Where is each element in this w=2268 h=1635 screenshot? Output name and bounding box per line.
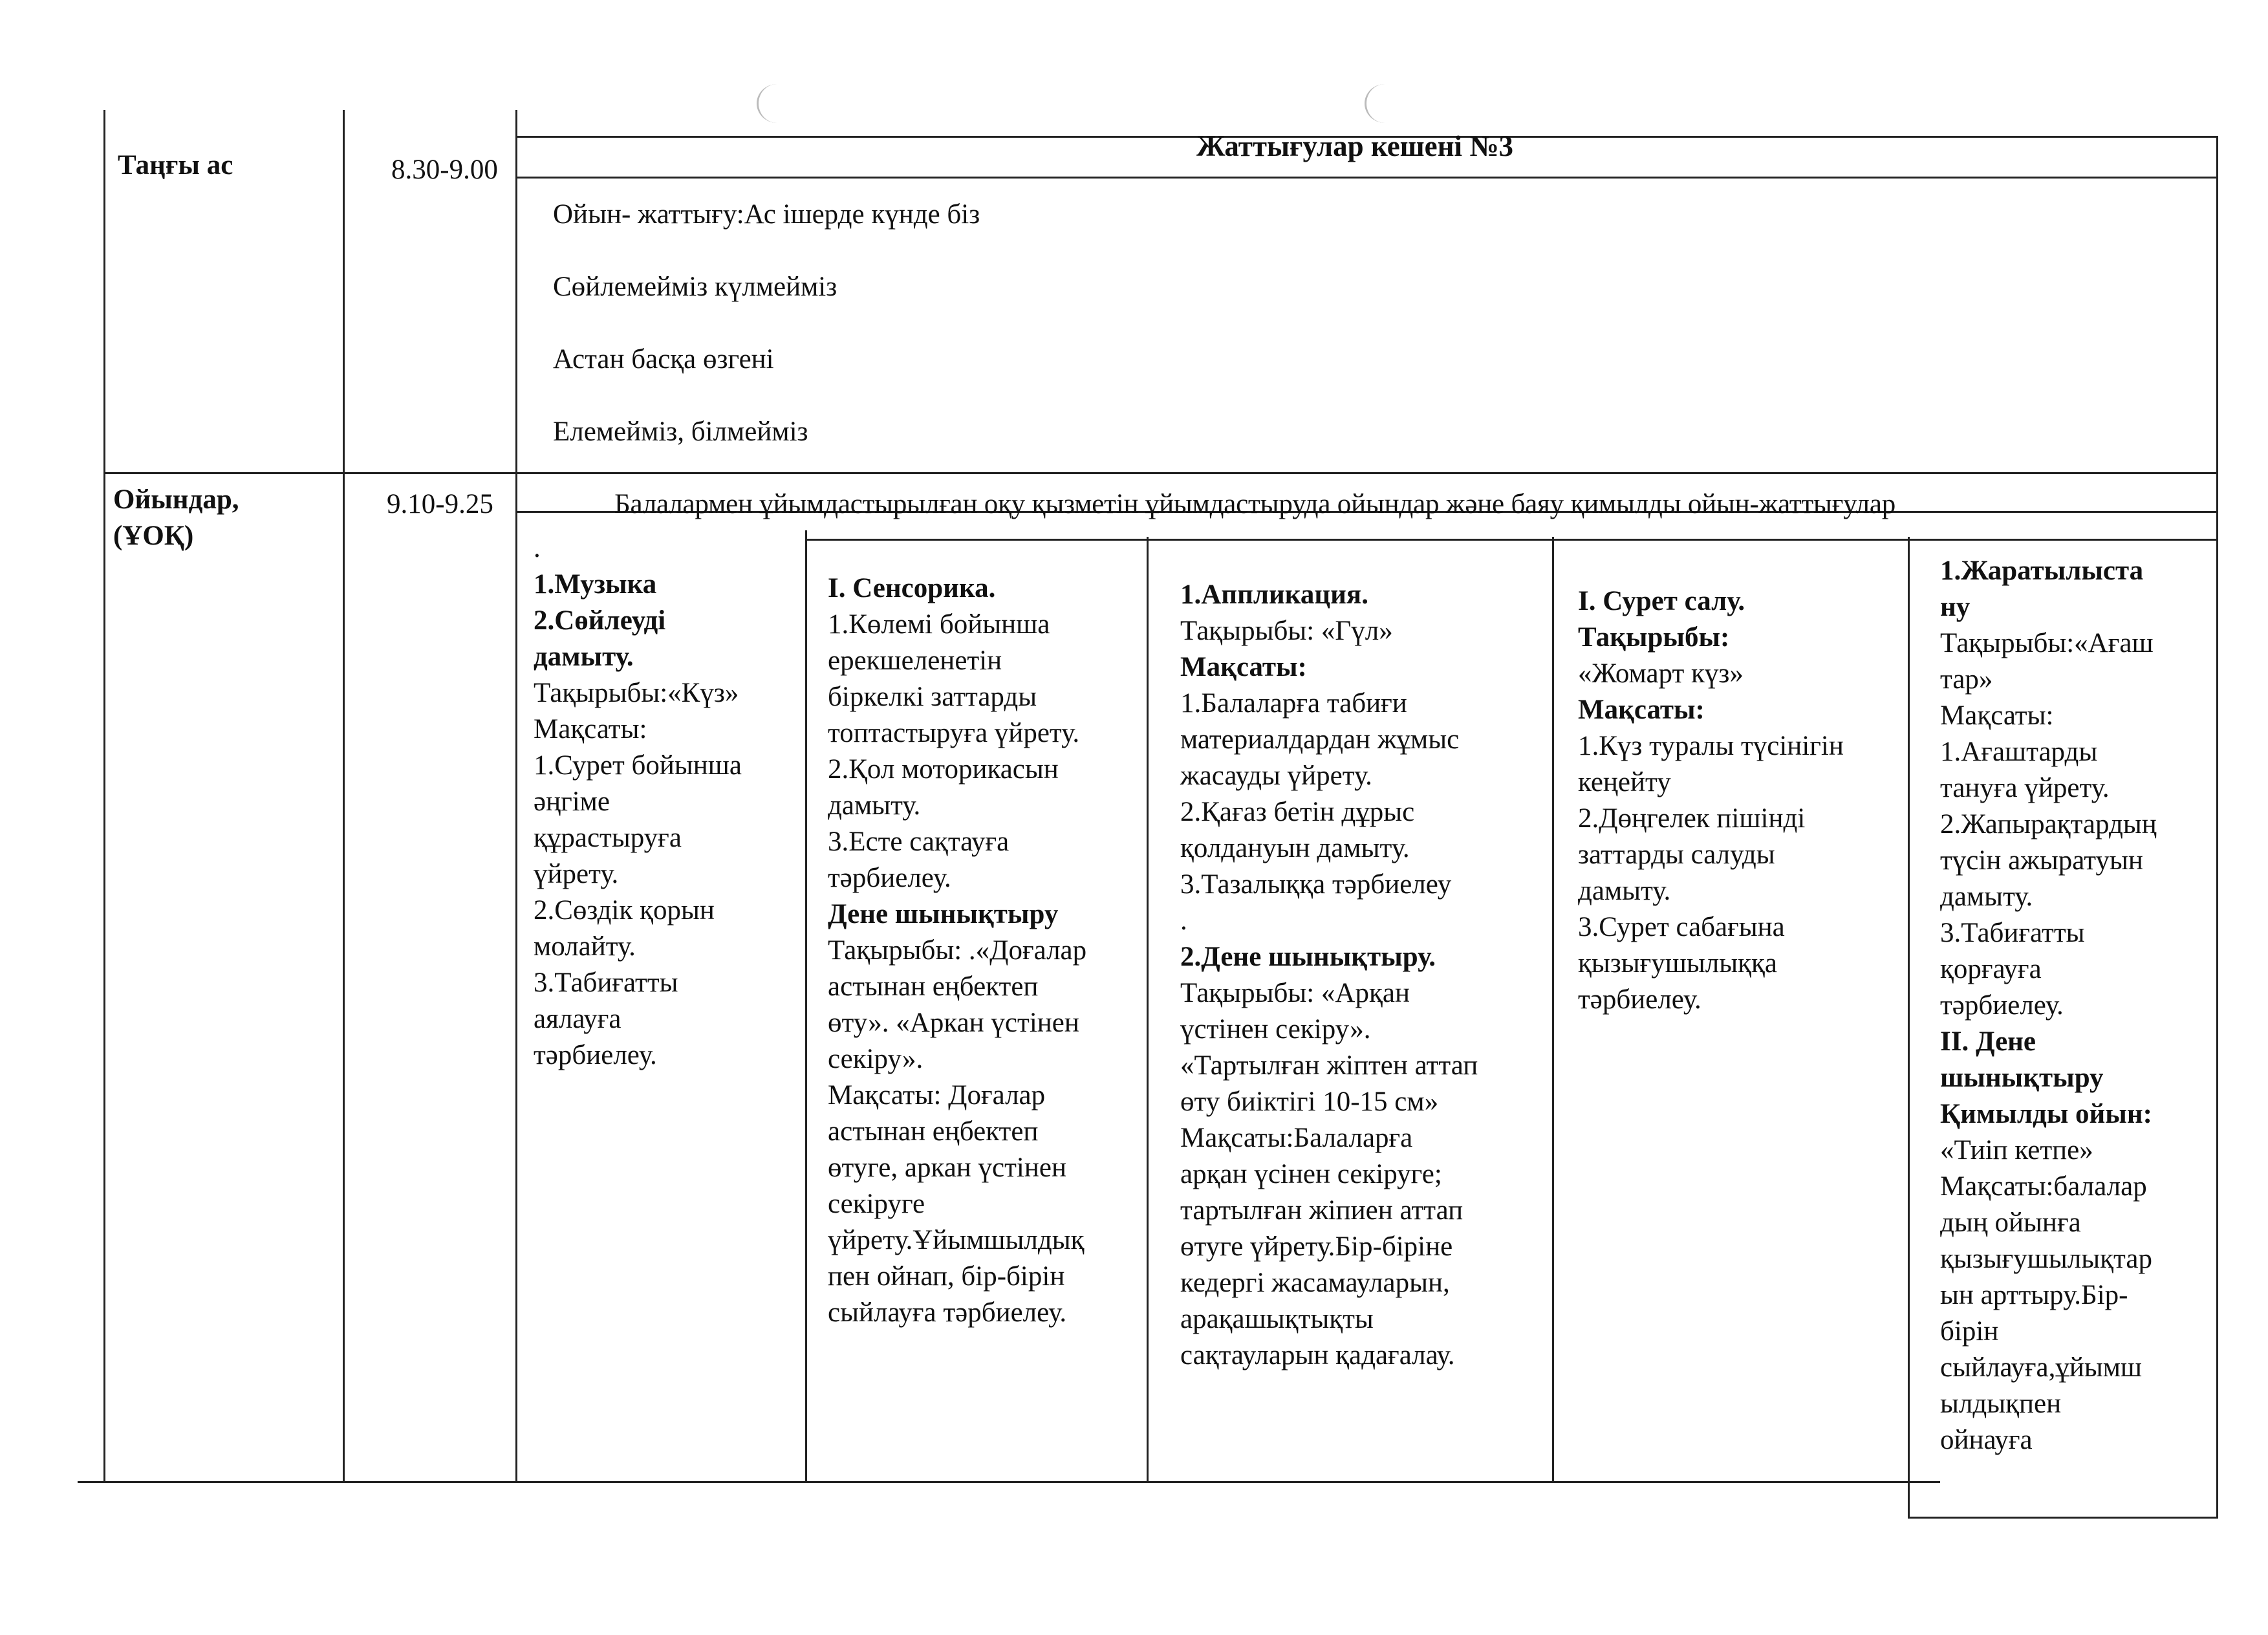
verse-line: Елемейміз, білмейміз <box>553 417 808 447</box>
activity-text-line: сыйлауға тәрбиелеу. <box>828 1297 1067 1328</box>
activity-text-line: Мақсаты: <box>1578 695 1705 725</box>
row-divider-breakfast <box>103 472 2218 474</box>
breakfast-verse <box>553 160 980 486</box>
activity-text-line: тануға үйрету. <box>1940 773 2110 803</box>
activity-text-line: кеңейту <box>1578 767 1671 797</box>
activity-text-line: Тақырыбы: <box>1578 622 1730 653</box>
activity-text-line: шынықтыру <box>1940 1063 2104 1093</box>
activity-text-line: 1.Балаларға табиғи <box>1180 688 1407 719</box>
verse-line: Астан басқа өзгені <box>553 344 774 374</box>
activity-text-line: қызығушылыққа <box>1578 948 1778 979</box>
activity-text-line: үйрету.Ұйымшылдық <box>828 1225 1085 1255</box>
activity-text-line: Қимылды ойын: <box>1940 1099 2152 1129</box>
activity-text-line: 2.Дөңгелек пішінді <box>1578 803 1806 834</box>
table-border-left <box>103 110 105 1481</box>
activity-text-line: І. Сенсорика. <box>828 573 996 603</box>
activity-text-line: сақтауларын қадағалау. <box>1180 1340 1455 1370</box>
activity-text-line: дамыту. <box>534 642 634 672</box>
punch-hole-mark <box>1365 84 1405 123</box>
activity-text-line: тар» <box>1940 664 1993 695</box>
activity-text-line: біркелкі заттарды <box>828 682 1037 712</box>
activity-text-line: Тақырыбы: .«Доғалар <box>828 935 1087 966</box>
activity-text-line: тәрбиелеу. <box>534 1040 657 1070</box>
row-time-games: 9.10-9.25 <box>387 489 493 519</box>
activity-text-line: «Жомарт күз» <box>1578 658 1744 689</box>
activity-text-line: заттарды салуды <box>1578 839 1775 870</box>
activity-text-line: тартылған жіпиен аттап <box>1180 1195 1463 1226</box>
activity-text-line: Мақсаты: <box>1180 652 1307 682</box>
activity-text-line: материалдардан жұмыс <box>1180 724 1460 755</box>
activity-text-line: «Тартылған жіптен аттап <box>1180 1050 1478 1081</box>
activity-text-line: ылдықпен <box>1940 1389 2062 1419</box>
row-time-breakfast: 8.30-9.00 <box>391 155 498 185</box>
activity-text-line: 3.Табиғатты <box>1940 918 2085 948</box>
activity-text-line: 1.Музыка <box>534 569 657 600</box>
activity-text-line: 2.Сөйлеуді <box>534 605 666 636</box>
activity-text-line: қорғауға <box>1940 954 2042 984</box>
activity-text-line: арақашықтықты <box>1180 1304 1374 1334</box>
activity-text-line: дың ойынға <box>1940 1207 2081 1238</box>
activity-text-line: аялауға <box>534 1004 621 1034</box>
activity-text-line: тәрбиелеу. <box>828 863 951 893</box>
activity-text-line: молайту. <box>534 931 636 962</box>
last-column-bottom-border <box>1908 1517 2218 1519</box>
activity-text-line: ерекшеленетін <box>828 645 1002 676</box>
subcolumn-divider-2 <box>1147 537 1149 1481</box>
activity-text-line: пен ойнап, бір-бірін <box>828 1261 1065 1292</box>
activity-text-line: өтуге үйрету.Бір-біріне <box>1180 1231 1453 1262</box>
activity-text-line: әңгіме <box>534 786 610 817</box>
activity-text-line: бірін <box>1940 1316 1999 1347</box>
activity-text-line: тәрбиелеу. <box>1578 984 1701 1015</box>
complex-title: Жаттығулар кешені №3 <box>1196 130 1514 162</box>
activity-text-line: құрастыруға <box>534 823 682 853</box>
activity-text-line: 1.Ағаштарды <box>1940 737 2098 767</box>
activity-text-line: Тақырыбы: «Гүл» <box>1180 616 1393 646</box>
activity-text-line: 2.Қол моторикасын <box>828 754 1059 785</box>
activity-column-1 <box>534 530 742 1074</box>
activity-text-line: ІІ. Дене <box>1940 1026 2036 1057</box>
activity-text-line: Мақсаты: <box>1940 700 2054 731</box>
activity-text-line: 1.Көлемі бойынша <box>828 609 1050 640</box>
activity-column-2 <box>828 570 1086 1331</box>
activity-text-line: Мақсаты:Балаларға <box>1180 1123 1413 1153</box>
activity-text-line: 2.Сөздік қорын <box>534 895 715 926</box>
verse-line: Сөйлемейміз күлмейміз <box>553 272 837 302</box>
activity-text-line: секіру». <box>828 1044 923 1074</box>
activity-text-line: дамыту. <box>1940 882 2033 912</box>
activity-text-line: түсін ажыратуын <box>1940 845 2143 876</box>
activity-text-line: Дене шынықтыру <box>828 899 1059 929</box>
activity-text-line: Тақырыбы:«Күз» <box>534 678 739 708</box>
activity-text-line: 3.Есте сақтауға <box>828 827 1010 857</box>
activity-text-line: 2.Жапырақтардың <box>1940 809 2157 839</box>
activity-text-line: 1.Сурет бойынша <box>534 750 742 781</box>
activity-text-line: 1.Жаратылыста <box>1940 556 2144 586</box>
activity-text-line: Мақсаты: <box>534 714 647 744</box>
table-border-bottom <box>78 1481 1940 1483</box>
activity-text-line: өту». «Аркан үстінен <box>828 1008 1079 1038</box>
activity-text-line: дамыту. <box>1578 876 1671 906</box>
subcolumn-divider-1 <box>805 530 807 1481</box>
column-divider-content <box>515 110 517 1481</box>
activity-text-line: 2.Дене шынықтыру. <box>1180 942 1436 972</box>
punch-hole-mark <box>757 84 797 123</box>
activity-text-line: 3.Сурет сабағына <box>1578 912 1785 942</box>
activity-text-line: . <box>534 533 541 563</box>
activity-text-line: қолдануын дамыту. <box>1180 833 1410 863</box>
activity-text-line: сыйлауға,ұйымш <box>1940 1352 2143 1383</box>
activity-text-line: І. Сурет салу. <box>1578 586 1745 616</box>
activity-text-line: тәрбиелеу. <box>1940 990 2064 1021</box>
activity-text-line: топтастыруға үйрету. <box>828 718 1080 748</box>
activity-text-line: астынан еңбектеп <box>828 1116 1039 1147</box>
activity-text-line: кедергі жасамауларын, <box>1180 1268 1450 1298</box>
activity-text-line: Мақсаты: Доғалар <box>828 1080 1046 1110</box>
activity-text-line: «Тиіп кетпе» <box>1940 1135 2093 1165</box>
activity-column-4 <box>1578 583 1844 1018</box>
activity-text-line: Тақырыбы: «Арқан <box>1180 978 1410 1008</box>
subcolumn-divider-3 <box>1552 537 1554 1481</box>
activity-text-line: ну <box>1940 592 1971 622</box>
row-label-breakfast: Таңғы ас <box>118 150 233 180</box>
activity-text-line: өтуге, аркан үстінен <box>828 1153 1066 1183</box>
activity-text-line: 1.Аппликация. <box>1180 579 1368 610</box>
activity-text-line: секіруге <box>828 1189 925 1219</box>
activity-text-line: Мақсаты:балалар <box>1940 1171 2147 1202</box>
activity-text-line: үстінен секіру». <box>1180 1014 1371 1045</box>
table-border-right <box>2216 136 2218 1517</box>
activity-text-line: өту биіктігі 10-15 см» <box>1180 1087 1439 1117</box>
activity-column-3 <box>1180 577 1478 1374</box>
activity-text-line: 2.Қағаз бетін дұрыс <box>1180 797 1415 827</box>
activity-text-line: Тақырыбы:«Ағаш <box>1940 628 2154 658</box>
activity-text-line: арқан үсінен секіруге; <box>1180 1159 1442 1189</box>
row-label-games-sub: (ҰОҚ) <box>113 521 194 551</box>
activity-text-line: дамыту. <box>828 790 921 821</box>
activity-text-line: үйрету. <box>534 859 619 889</box>
activity-text-line: . <box>1180 905 1187 936</box>
activity-text-line: жасауды үйрету. <box>1180 761 1372 791</box>
row-label-games: Ойындар, <box>113 484 239 515</box>
activity-text-line: ойнауға <box>1940 1425 2033 1455</box>
activity-text-line: 3.Тазалыққа тәрбиелеу <box>1180 869 1452 900</box>
activity-text-line: қызығушылықтар <box>1940 1244 2152 1274</box>
activity-text-line: ын арттыру.Бір- <box>1940 1280 2128 1310</box>
subcolumns-top-border <box>805 539 2218 541</box>
games-header: Балалармен ұйымдастырылған оқу қызметін ұйымдастыруда ойындар және баяу қимылды ойын-жаттығулар <box>614 489 1896 519</box>
activity-column-5 <box>1940 553 2157 1458</box>
activity-text-line: 3.Табиғатты <box>534 968 678 998</box>
verse-line: Ойын- жаттығу:Ас ішерде күнде біз <box>553 199 980 230</box>
activity-text-line: астынан еңбектеп <box>828 971 1039 1002</box>
column-divider-time <box>343 110 345 1481</box>
subcolumn-divider-4 <box>1908 537 1910 1517</box>
activity-text-line: 1.Күз туралы түсінігін <box>1578 731 1844 761</box>
